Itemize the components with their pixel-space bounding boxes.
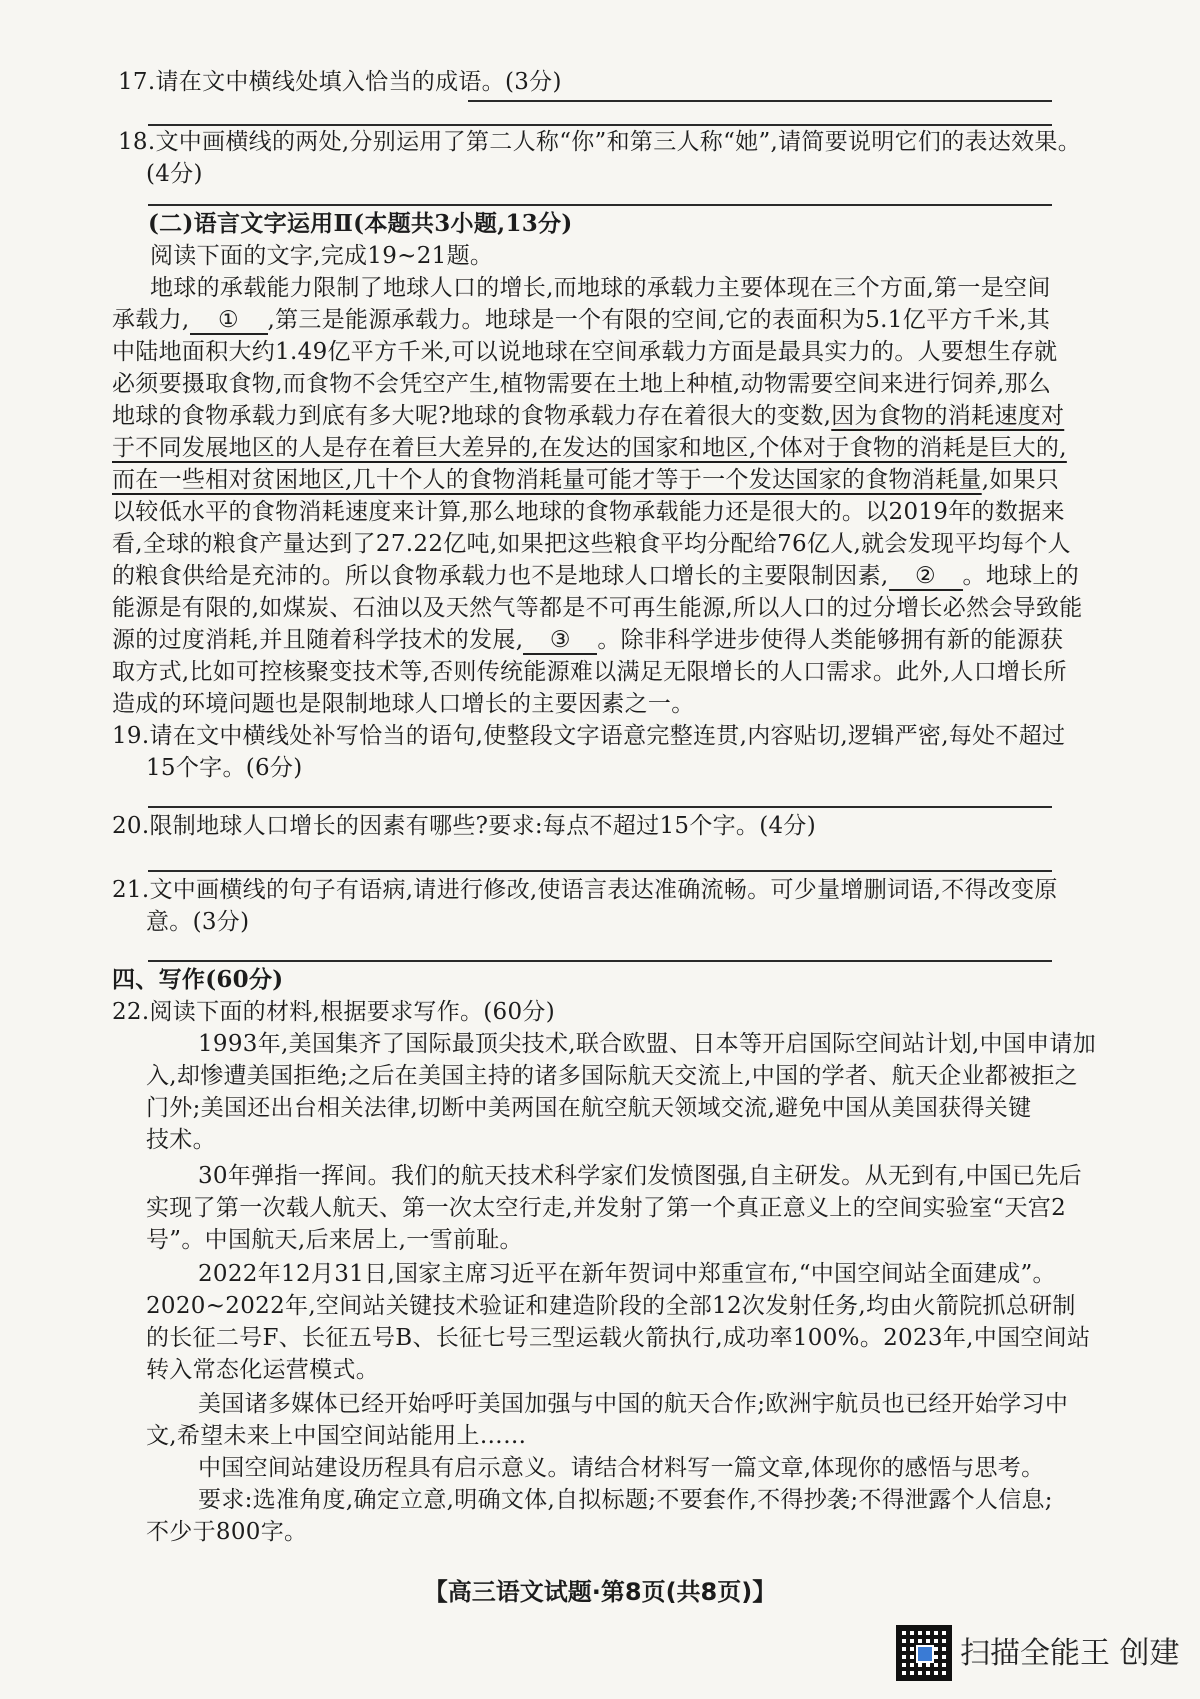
question-18-line1: 18.文中画横线的两处,分别运用了第二人称“你”和第三人称“她”,请简要说明它们的表达效果。 <box>118 129 1082 155</box>
writing-prompt: 中国空间站建设历程具有启示意义。请结合材料写一篇文章,体现你的感悟与思考。 <box>198 1455 1045 1481</box>
passage-line: 地球的承载能力限制了地球人口的增长,而地球的承载力主要体现在三个方面,第一是空间 <box>150 275 1051 301</box>
material-line: 门外;美国还出台相关法律,切断中美两国在航空航天领域交流,避免中国从美国获得关键 <box>146 1095 1032 1121</box>
material-line: 实现了第一次载人航天、第一次太空行走,并发射了第一个真正意义上的空间实验室“天宫2 <box>146 1195 1067 1221</box>
passage-line <box>112 304 1050 336</box>
passage-line <box>112 400 1064 432</box>
question-19-line1: 19.请在文中横线处补写恰当的语句,使整段文字语意完整连贯,内容贴切,逻辑严密,每处不超过 <box>112 723 1066 749</box>
question-17: 17.请在文中横线处填入恰当的成语。(3分) <box>118 69 562 95</box>
question-21-line2: 意。(3分) <box>146 909 250 935</box>
passage-text: ,如果只 <box>981 467 1060 493</box>
section-2-heading: (二)语言文字运用Ⅱ(本题共3小题,13分) <box>148 210 573 237</box>
passage-text: 。地球上的 <box>962 563 1080 589</box>
blank-1: ① <box>190 307 268 335</box>
passage-line: 看,全球的粮食产量达到了27.22亿吨,如果把这些粮食平均分配给76亿人,就会发现平均每个人 <box>112 531 1071 557</box>
blank-2: ② <box>889 563 963 591</box>
passage-text: 源的过度消耗,并且随着科学技术的发展, <box>112 627 524 653</box>
underlined-sentence: 因为食物的消耗速度对 <box>831 403 1065 429</box>
passage-line <box>112 560 1079 592</box>
passage-text: 承载力, <box>112 307 190 333</box>
underlined-sentence: 而在一些相对贫困地区,几十个人的食物消耗量可能才等于一个发达国家的食物消耗量 <box>112 467 982 493</box>
passage-line: 中陆地面积大约1.49亿平方千米,可以说地球在空间承载力方面是最具实力的。人要想生存就 <box>112 339 1058 365</box>
passage-text: 。除非科学进步使得人类能够拥有新的能源获 <box>597 627 1064 653</box>
material-line: 文,希望未来上中国空间站能用上…… <box>146 1423 527 1449</box>
writing-requirements-line1: 要求:选准角度,确定立意,明确文体,自拟标题;不要套作,不得抄袭;不得泄露个人信息; <box>198 1487 1053 1513</box>
material-line: 2020~2022年,空间站关键技术验证和建造阶段的全部12次发射任务,均由火箭院抓总研制 <box>146 1293 1076 1319</box>
passage-line: 必须要摄取食物,而食物不会凭空产生,植物需要在土地上种植,动物需要空间来进行饲养,那么 <box>112 371 1052 397</box>
passage-line: 取方式,比如可控核聚变技术等,否则传统能源难以满足无限增长的人口需求。此外,人口增长所 <box>112 659 1067 685</box>
answer-line-17 <box>468 100 1052 102</box>
underlined-sentence: 于不同发展地区的人是存在着巨大差异的,在发达的国家和地区,个体对于食物的消耗是巨大的, <box>112 435 1067 461</box>
passage-line: 造成的环境问题也是限制地球人口增长的主要因素之一。 <box>112 691 695 717</box>
passage-text: ,第三是能源承载力。地球是一个有限的空间,它的表面积为5.1亿平方千米,其 <box>267 307 1051 333</box>
material-line: 30年弹指一挥间。我们的航天技术科学家们发愤图强,自主研发。从无到有,中国已先后 <box>198 1163 1082 1189</box>
passage-line <box>112 464 1059 496</box>
material-line: 1993年,美国集齐了国际最顶尖技术,联合欧盟、日本等开启国际空间站计划,中国申请加 <box>198 1031 1097 1057</box>
answer-line-19 <box>148 806 1052 808</box>
question-22-title: 22.阅读下面的材料,根据要求写作。(60分) <box>112 999 556 1025</box>
material-line: 号”。中国航天,后来居上,一雪前耻。 <box>146 1227 523 1253</box>
scanner-watermark: 扫描全能王 创建 <box>960 1636 1180 1671</box>
material-line: 入,却惨遭美国拒绝;之后在美国主持的诸多国际航天交流上,中国的学者、航天企业都被拒之 <box>146 1063 1078 1089</box>
passage-line: 能源是有限的,如煤炭、石油以及天然气等都是不可再生能源,所以人口的过分增长必然会导致能 <box>112 595 1083 621</box>
section-4-heading: 四、写作(60分) <box>112 966 284 993</box>
passage-text: 地球的食物承载力到底有多大呢?地球的食物承载力存在着很大的变数, <box>112 403 832 429</box>
page-footer: 【高三语文试题·第8页(共8页)】 <box>423 1578 777 1606</box>
question-20: 20.限制地球人口增长的因素有哪些?要求:每点不超过15个字。(4分) <box>112 813 817 839</box>
qr-code-center <box>916 1645 934 1663</box>
material-line: 转入常态化运营模式。 <box>146 1357 379 1383</box>
writing-requirements-line2: 不少于800字。 <box>146 1519 308 1545</box>
passage-line <box>112 624 1063 656</box>
answer-line-20 <box>148 870 1052 872</box>
question-18-line2: (4分) <box>146 161 203 187</box>
passage-text: 的粮食供给是充沛的。所以食物承载力也不是地球人口增长的主要限制因素, <box>112 563 889 589</box>
question-19-line2: 15个字。(6分) <box>146 755 303 781</box>
section-2-intro: 阅读下面的文字,完成19~21题。 <box>150 243 494 269</box>
answer-line-21 <box>148 960 1052 962</box>
answer-line-18 <box>148 204 1052 206</box>
material-line: 美国诸多媒体已经开始呼吁美国加强与中国的航天合作;欧洲宇航员也已经开始学习中 <box>198 1391 1069 1417</box>
question-21-line1: 21.文中画横线的句子有语病,请进行修改,使语言表达准确流畅。可少量增删词语,不得改变原 <box>112 877 1058 903</box>
material-line: 2022年12月31日,国家主席习近平在新年贺词中郑重宣布,“中国空间站全面建成”。 <box>198 1261 1056 1287</box>
blank-3: ③ <box>523 627 597 655</box>
passage-line: 以较低水平的食物消耗速度来计算,那么地球的食物承载能力还是很大的。以2019年的数据来 <box>112 499 1065 525</box>
material-line: 技术。 <box>146 1127 216 1153</box>
material-line: 的长征二号F、长征五号B、长征七号三型运载火箭执行,成功率100%。2023年,中国空间站 <box>146 1325 1091 1351</box>
